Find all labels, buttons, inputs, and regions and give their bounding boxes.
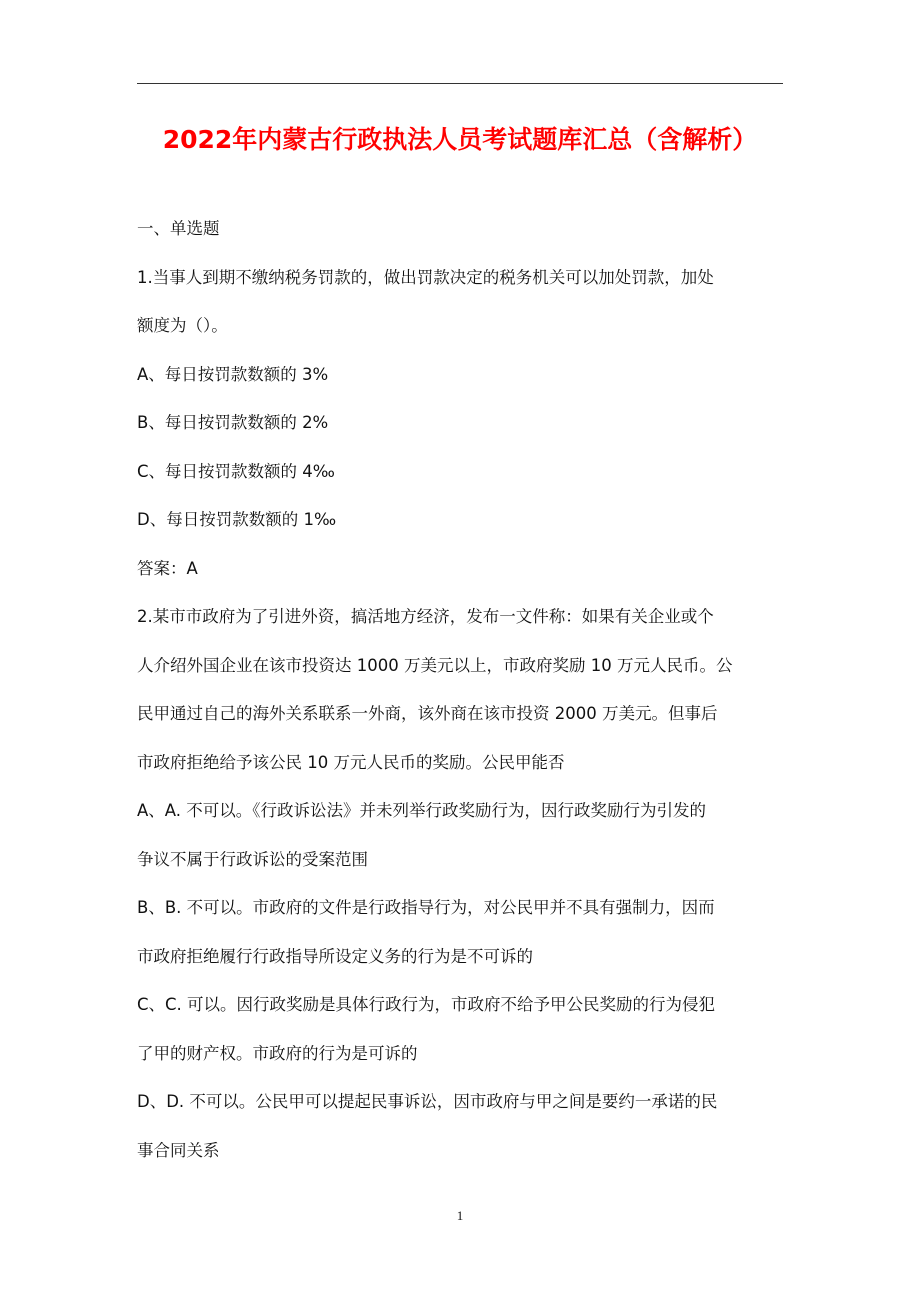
option-c: C、C. 可以。因行政奖励是具体行政行为，市政府不给予甲公民奖励的行为侵犯: [137, 995, 716, 1014]
answer: 答案：A: [137, 558, 198, 578]
option-b: B、每日按罚款数额的 2%: [137, 413, 329, 432]
option-a: A、A. 不可以。《行政诉讼法》并未列举行政奖励行为，因行政奖励行为引发的: [137, 801, 707, 820]
document-title: 2022年内蒙古行政执法人员考试题库汇总（含解析）: [162, 125, 758, 154]
option-b: B、B. 不可以。市政府的文件是行政指导行为，对公民甲并不具有强制力，因而: [137, 898, 715, 917]
option-d-continued: 事合同关系: [137, 1140, 220, 1160]
question-stem-line: 额度为（）。: [137, 316, 228, 335]
header-rule: [137, 83, 783, 84]
question-2: [137, 593, 783, 1175]
option-a-continued: 争议不属于行政诉讼的受案范围: [137, 849, 368, 869]
option-d: D、D. 不可以。公民甲可以提起民事诉讼，因市政府与甲之间是要约一承诺的民: [137, 1092, 718, 1111]
document-body: [137, 205, 783, 1175]
question-stem-line: 人介绍外国企业在该市投资达 1000 万美元以上，市政府奖励 10 万元人民币。公: [137, 655, 733, 675]
question-stem-line: 民甲通过自己的海外关系联系一外商，该外商在该市投资 2000 万美元。但事后: [137, 704, 718, 723]
question-stem-line: 2.某市市政府为了引进外资，搞活地方经济，发布一文件称：如果有关企业或个: [137, 607, 714, 626]
page-number: 1: [456, 1208, 464, 1223]
question-stem-line: 1.当事人到期不缴纳税务罚款的，做出罚款决定的税务机关可以加处罚款，加处: [137, 267, 714, 287]
option-c-continued: 了甲的财产权。市政府的行为是可诉的: [137, 1043, 418, 1063]
question-1: [137, 254, 783, 594]
section-heading: 一、单选题: [137, 219, 220, 238]
option-d: D、每日按罚款数额的 1‰: [137, 510, 337, 529]
option-c: C、每日按罚款数额的 4‰: [137, 461, 335, 481]
option-a: A、每日按罚款数额的 3%: [137, 364, 329, 384]
question-stem-line: 市政府拒绝给予该公民 10 万元人民币的奖励。公民甲能否: [137, 752, 565, 772]
option-b-continued: 市政府拒绝履行行政指导所设定义务的行为是不可诉的: [137, 946, 533, 966]
